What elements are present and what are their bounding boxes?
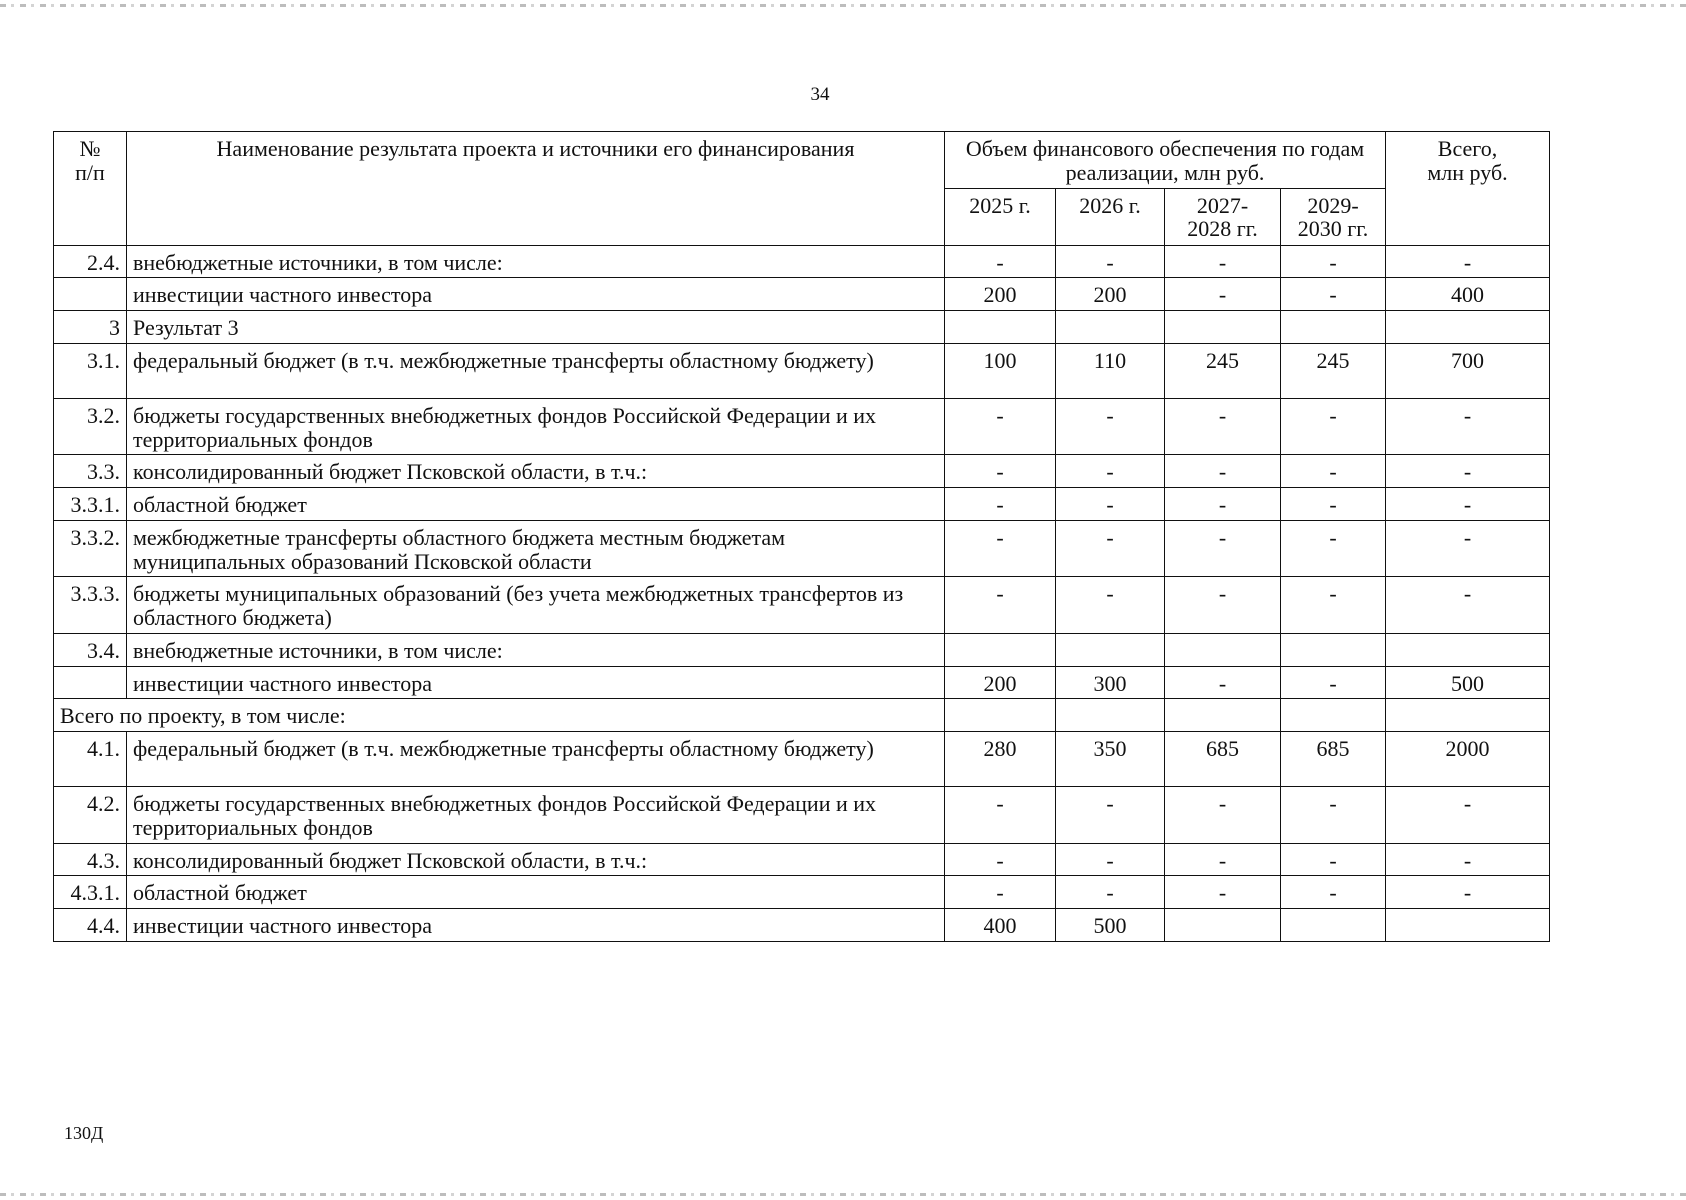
row-name: областной бюджет [127,876,945,909]
value-2025: - [945,488,1056,521]
header-year-2029-2030: 2029- 2030 гг. [1281,188,1386,245]
table-row [54,787,1550,844]
value-2029-2030: - [1281,488,1386,521]
table-row [54,633,1550,666]
value-2026: - [1056,577,1165,634]
value-2027-2028: - [1165,876,1281,909]
header-year-2027-2028: 2027- 2028 гг. [1165,188,1281,245]
header-number: № п/п [54,132,127,246]
row-number: 2.4. [54,245,127,278]
value-2029-2030 [1281,909,1386,942]
row-number: 4.2. [54,787,127,844]
row-name: инвестиции частного инвестора [127,666,945,699]
value-2025: - [945,577,1056,634]
value-total [1386,909,1550,942]
value-total: - [1386,520,1550,577]
value-2026: - [1056,843,1165,876]
value-2026: - [1056,455,1165,488]
row-number: 4.3. [54,843,127,876]
row-name: внебюджетные источники, в том числе: [127,245,945,278]
value-2025: - [945,787,1056,844]
table-row [54,488,1550,521]
row-name: инвестиции частного инвестора [127,909,945,942]
value-2026: - [1056,245,1165,278]
value-2026: - [1056,488,1165,521]
table-header [54,132,1550,246]
value-2026 [1056,699,1165,732]
row-name: бюджеты государственных внебюджетных фондов Российской Федерации и их территориальных фондов [127,398,945,455]
value-total: - [1386,577,1550,634]
row-number: 4.4. [54,909,127,942]
row-name: консолидированный бюджет Псковской области, в т.ч.: [127,455,945,488]
value-total [1386,633,1550,666]
value-2025: - [945,520,1056,577]
value-2027-2028: - [1165,278,1281,311]
value-2026: - [1056,876,1165,909]
row-number: 3.1. [54,343,127,398]
value-total: - [1386,455,1550,488]
scan-edge-top [0,4,1686,7]
value-2026: 200 [1056,278,1165,311]
row-name: консолидированный бюджет Псковской области, в т.ч.: [127,843,945,876]
row-name: бюджеты муниципальных образований (без учета межбюджетных трансфертов из областного бюджета) [127,577,945,634]
total-label: Всего по проекту, в том числе: [54,699,945,732]
page-number: 34 [810,84,830,105]
value-total: 400 [1386,278,1550,311]
row-name: внебюджетные источники, в том числе: [127,633,945,666]
header-funding-by-year: Объем финансового обеспечения по годам реализации, млн руб. [945,132,1386,189]
financing-table [53,131,1550,942]
value-2026: 110 [1056,343,1165,398]
row-number: 3.3.3. [54,577,127,634]
table-row [54,577,1550,634]
header-year-2026: 2026 г. [1056,188,1165,245]
table-row [54,666,1550,699]
row-number: 3 [54,311,127,344]
value-total: - [1386,245,1550,278]
value-2029-2030: - [1281,520,1386,577]
value-2027-2028: - [1165,577,1281,634]
value-2029-2030: 685 [1281,732,1386,787]
value-2027-2028: - [1165,666,1281,699]
value-2025: - [945,245,1056,278]
value-2027-2028 [1165,633,1281,666]
row-name: федеральный бюджет (в т.ч. межбюджетные трансферты областному бюджету) [127,343,945,398]
value-2029-2030: - [1281,666,1386,699]
value-2027-2028: - [1165,787,1281,844]
table-row [54,343,1550,398]
value-2026: 300 [1056,666,1165,699]
value-2026: 350 [1056,732,1165,787]
row-name: Результат 3 [127,311,945,344]
value-2027-2028 [1165,311,1281,344]
value-2026: - [1056,787,1165,844]
value-2026: - [1056,520,1165,577]
table-row [54,732,1550,787]
value-2029-2030 [1281,311,1386,344]
row-number: 3.3.2. [54,520,127,577]
row-number: 3.4. [54,633,127,666]
table-row [54,311,1550,344]
row-name: областной бюджет [127,488,945,521]
value-2027-2028: 685 [1165,732,1281,787]
value-2027-2028: - [1165,520,1281,577]
row-number: 3.2. [54,398,127,455]
row-number: 3.3. [54,455,127,488]
scan-edge-bottom [0,1193,1686,1196]
value-total: - [1386,876,1550,909]
value-2026 [1056,311,1165,344]
table-row [54,699,1550,732]
value-total: - [1386,787,1550,844]
value-total [1386,699,1550,732]
header-year-2025: 2025 г. [945,188,1056,245]
value-2026: - [1056,398,1165,455]
value-2025: 200 [945,666,1056,699]
row-name: бюджеты государственных внебюджетных фондов Российской Федерации и их территориальных фондов [127,787,945,844]
row-name: федеральный бюджет (в т.ч. межбюджетные трансферты областному бюджету) [127,732,945,787]
value-2025 [945,633,1056,666]
value-2025: - [945,398,1056,455]
value-2025: 200 [945,278,1056,311]
value-2025: 280 [945,732,1056,787]
value-2025 [945,311,1056,344]
value-2025: - [945,455,1056,488]
value-2027-2028: - [1165,488,1281,521]
row-name: межбюджетные трансферты областного бюджета местным бюджетам муниципальных образований Псковской области [127,520,945,577]
document-code: 130Д [64,1123,104,1143]
table-row [54,245,1550,278]
row-number: 3.3.1. [54,488,127,521]
row-number [54,666,127,699]
value-2027-2028: - [1165,398,1281,455]
value-2027-2028: 245 [1165,343,1281,398]
value-total: - [1386,488,1550,521]
value-2029-2030: - [1281,455,1386,488]
value-2029-2030: 245 [1281,343,1386,398]
value-2027-2028: - [1165,455,1281,488]
value-2026 [1056,633,1165,666]
value-total: - [1386,398,1550,455]
value-total: 700 [1386,343,1550,398]
header-name: Наименование результата проекта и источники его финансирования [127,132,945,246]
value-2025: - [945,843,1056,876]
value-2029-2030 [1281,633,1386,666]
table-row [54,455,1550,488]
value-2029-2030: - [1281,787,1386,844]
value-2029-2030: - [1281,398,1386,455]
table-row [54,909,1550,942]
header-total: Всего, млн руб. [1386,132,1550,246]
value-2027-2028 [1165,699,1281,732]
value-2029-2030: - [1281,278,1386,311]
value-2025: 400 [945,909,1056,942]
value-2025: - [945,876,1056,909]
value-2029-2030: - [1281,843,1386,876]
table-row [54,876,1550,909]
value-2029-2030 [1281,699,1386,732]
table-row [54,278,1550,311]
value-2027-2028: - [1165,843,1281,876]
value-2027-2028 [1165,909,1281,942]
value-total [1386,311,1550,344]
value-2026: 500 [1056,909,1165,942]
value-2029-2030: - [1281,577,1386,634]
value-total: 500 [1386,666,1550,699]
value-2029-2030: - [1281,876,1386,909]
row-name: инвестиции частного инвестора [127,278,945,311]
table-row [54,520,1550,577]
table-row [54,843,1550,876]
value-2029-2030: - [1281,245,1386,278]
value-2025 [945,699,1056,732]
value-2025: 100 [945,343,1056,398]
value-2027-2028: - [1165,245,1281,278]
value-total: 2000 [1386,732,1550,787]
row-number: 4.1. [54,732,127,787]
row-number [54,278,127,311]
value-total: - [1386,843,1550,876]
table-row [54,398,1550,455]
row-number: 4.3.1. [54,876,127,909]
table-body [54,245,1550,941]
